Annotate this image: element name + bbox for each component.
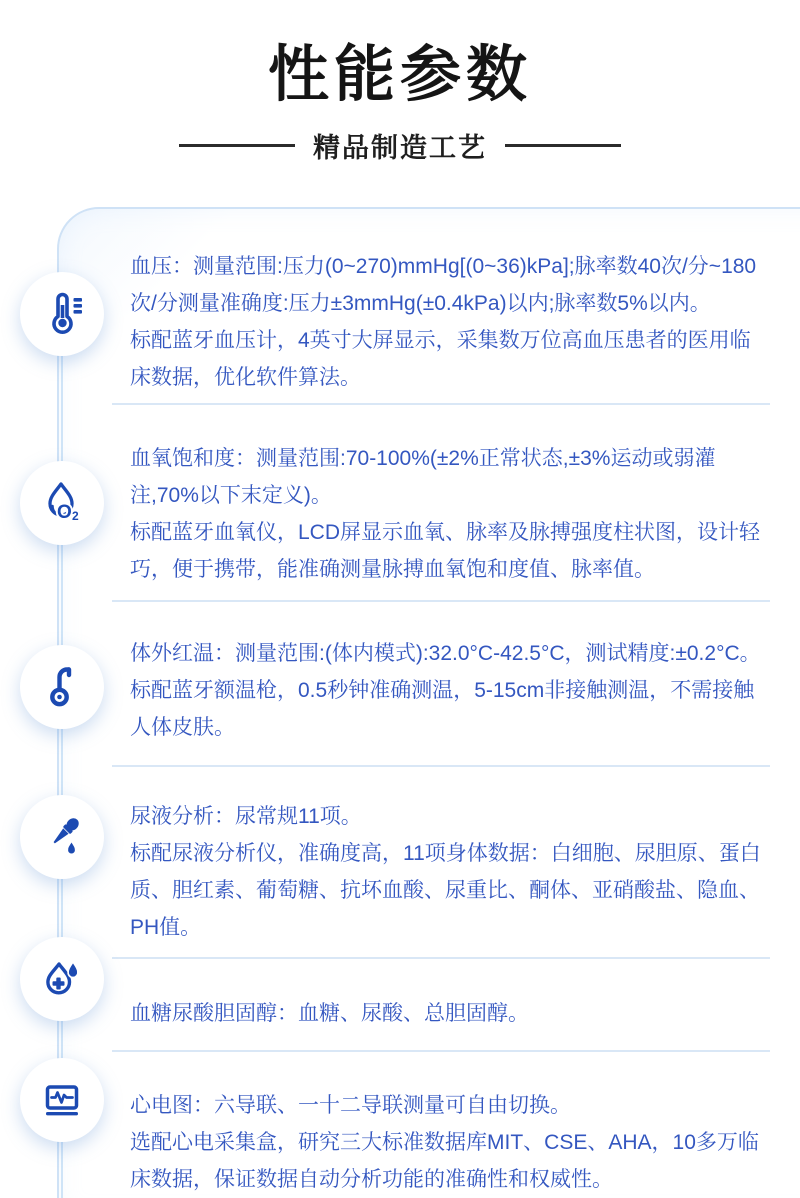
section-label: 血氧饱和度： (130, 447, 256, 470)
section-label: 血压： (130, 255, 193, 278)
page-header (0, 0, 800, 165)
ecg-monitor-icon (38, 1076, 86, 1124)
urine-analysis-icon-circle (20, 795, 104, 879)
section-label: 心电图： (130, 1094, 214, 1117)
section-desc: 标配蓝牙额温枪，0.5秒钟准确测温，5-15cm非接触测温，不需接触人体皮肤。 (130, 679, 755, 739)
section-label: 尿液分析： (130, 805, 235, 828)
dropper-icon (38, 813, 86, 861)
blood-pressure-thermometer-icon (38, 290, 86, 338)
page-subtitle: 精品制造工艺 (313, 133, 487, 163)
section-desc: 标配蓝牙血压计，4英寸大屏显示，采集数万位高血压患者的医用临床数据，优化软件算法。 (130, 329, 751, 389)
section-spec: 六导联、一十二导联测量可自由切换。 (214, 1094, 571, 1117)
section-text (130, 798, 770, 835)
section-spec: 血糖、尿酸、总胆固醇。 (298, 1002, 529, 1025)
section-text (130, 635, 770, 672)
section-spec: 测量范围:压力(0~270)mmHg[(0~36)kPa];脉率数40次/分~180次/分测量准确度:压力±3mmHg(±0.4kPa)以内;脉率数5%以内。 (130, 255, 757, 315)
oxygen-sub-label: 2 (72, 509, 79, 523)
ecg-icon-circle (20, 1058, 104, 1142)
section-text (130, 440, 770, 514)
section-spec: 测量范围:70-100%(±2%正常状态,±3%运动或弱灌注,70%以下末定义)。 (130, 447, 716, 507)
section-spec: 测量范围:(体内模式):32.0°C-42.5°C，测试精度:±0.2°C。 (235, 642, 761, 665)
blood-drop-plus-icon (38, 955, 86, 1003)
oxygen-drop-icon (38, 479, 86, 527)
section-desc: 标配尿液分析仪，准确度高，11项身体数据：白细胞、尿胆原、蛋白质、胆红素、葡萄糖、抗坏血酸、尿重比、酮体、亚硝酸盐、隐血、PH值。 (130, 842, 761, 939)
section-urine-analysis (112, 767, 770, 959)
blood-oxygen-icon-circle (20, 461, 104, 545)
section-label: 血糖尿酸胆固醇： (130, 1002, 298, 1025)
blood-pressure-icon-circle (20, 272, 104, 356)
section-blood-pressure (112, 209, 770, 405)
spec-card (57, 207, 800, 1198)
section-desc: 标配蓝牙血氧仪，LCD屏显示血氧、脉率及脉搏强度柱状图，设计轻巧，便于携带，能准确测量脉搏血氧饱和度值、脉率值。 (130, 521, 761, 581)
section-blood-oxygen (112, 405, 770, 602)
section-text (130, 248, 770, 322)
section-infrared-temperature (112, 602, 770, 767)
temperature-icon-circle (20, 645, 104, 729)
spec-card-content (59, 209, 800, 1198)
section-text (130, 995, 770, 1032)
subtitle-row (0, 126, 800, 165)
page-title: 性能参数 (267, 40, 532, 108)
section-spec: 尿常规11项。 (235, 805, 362, 828)
section-ecg (112, 1052, 770, 1198)
section-desc: 选配心电采集盒，研究三大标准数据库MIT、CSE、AHA，10多万临床数据，保证数据自动分析功能的准确性和权威性。 (130, 1131, 759, 1191)
section-text (130, 1087, 770, 1124)
oxygen-o-label: O (57, 502, 72, 523)
subtitle-left-dash (179, 144, 295, 147)
section-label: 体外红温： (130, 642, 235, 665)
subtitle-right-dash (505, 144, 621, 147)
forehead-thermometer-icon (38, 663, 86, 711)
glucose-icon-circle (20, 937, 104, 1021)
section-glucose-uric-cholesterol (112, 959, 770, 1052)
